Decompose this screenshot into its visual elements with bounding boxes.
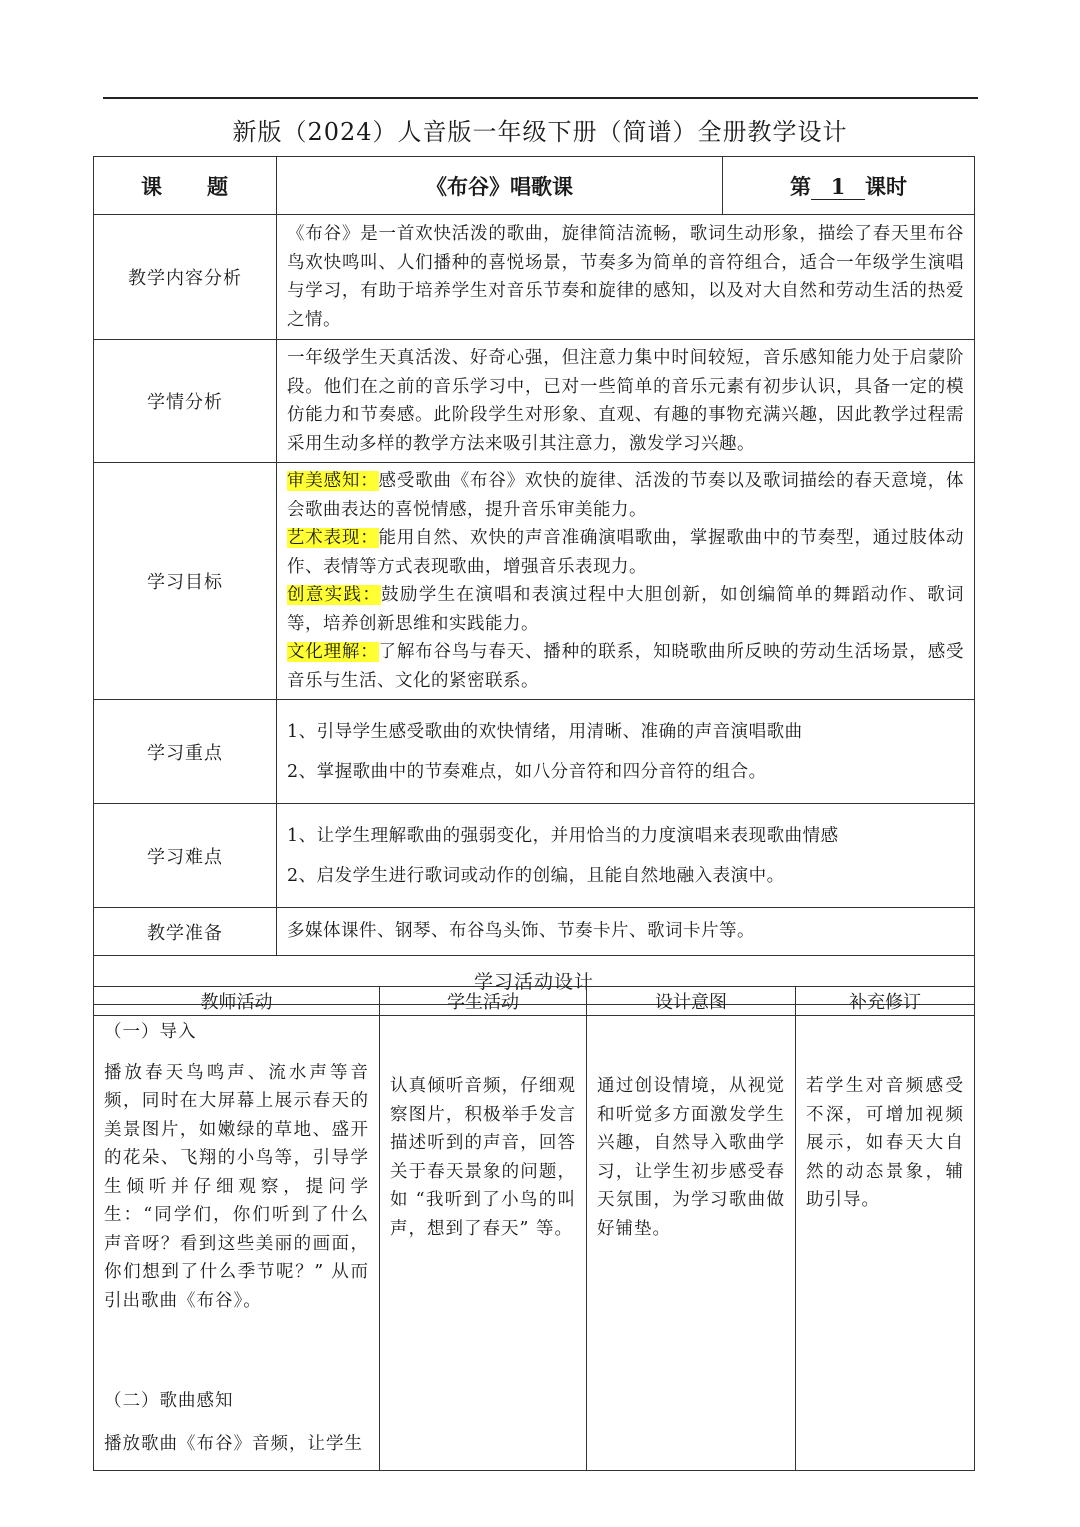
key-points-cell bbox=[277, 700, 975, 804]
lesson-number-cell bbox=[723, 157, 975, 215]
difficulties-label: 学习难点 bbox=[94, 804, 277, 908]
section-perception-text: 播放歌曲《布谷》音频，让学生 bbox=[104, 1433, 363, 1454]
goal-key: 文化理解： bbox=[287, 642, 379, 662]
goal-item bbox=[287, 638, 964, 695]
difficulty-item: 1、让学生理解歌曲的强弱变化，并用恰当的力度演唱来表现歌曲情感 bbox=[287, 825, 839, 846]
learner-analysis-label: 学情分析 bbox=[94, 340, 277, 463]
goal-key: 审美感知： bbox=[287, 471, 379, 491]
content-analysis-label: 教学内容分析 bbox=[94, 215, 277, 340]
header-teacher: 教师活动 bbox=[94, 987, 380, 1016]
learner-analysis-row bbox=[94, 340, 975, 463]
goals-label: 学习目标 bbox=[94, 463, 277, 700]
goal-item bbox=[287, 581, 964, 638]
difficulties-row bbox=[94, 804, 975, 908]
activity-title: 学习活动设计 bbox=[94, 956, 975, 1005]
header-rule bbox=[103, 97, 978, 99]
key-point-item: 2、掌握歌曲中的节奏难点，如八分音符和四分音符的组合。 bbox=[287, 761, 767, 782]
learner-analysis-text: 一年级学生天真活泼、好奇心强，但注意力集中时间较短，音乐感知能力处于启蒙阶段。他们在之前的音乐学习中，已对一些简单的音乐元素有初步认识，具备一定的模仿能力和节奏感。此阶段学生对形象、直观、有趣的事物充满兴趣，因此教学过程需采用生动多样的教学方法来吸引其注意力，激发学习兴趣。 bbox=[277, 340, 975, 463]
activity-content-row bbox=[94, 1016, 975, 1471]
goal-text: 能用自然、欢快的声音准确演唱歌曲，掌握歌曲中的节奏型，通过肢体动作、表情等方式表现歌曲，增强音乐表现力。 bbox=[287, 528, 965, 577]
activity-header-row bbox=[94, 987, 975, 1016]
goal-item bbox=[287, 467, 964, 524]
goal-text: 了解布谷鸟与春天、播种的联系，知晓歌曲所反映的劳动生活场景，感受音乐与生活、文化的紧密联系。 bbox=[287, 642, 965, 691]
header-student: 学生活动 bbox=[380, 987, 587, 1016]
header-intent: 设计意图 bbox=[587, 987, 796, 1016]
goal-key: 艺术表现： bbox=[287, 528, 379, 548]
key-points-label: 学习重点 bbox=[94, 700, 277, 804]
goals-row bbox=[94, 463, 975, 700]
topic-value: 《布谷》唱歌课 bbox=[277, 157, 723, 215]
lesson-suffix: 课时 bbox=[865, 173, 907, 199]
prep-text: 多媒体课件、钢琴、布谷鸟头饰、节奏卡片、歌词卡片等。 bbox=[277, 908, 975, 956]
lesson-plan-table bbox=[93, 156, 975, 1005]
goals-cell bbox=[277, 463, 975, 700]
student-activity-cell: 认真倾听音频，仔细观察图片，积极举手发言描述听到的声音，回答关于春天景象的问题，如 “我听到了小鸟的叫声，想到了春天” 等。 bbox=[380, 1016, 587, 1471]
key-point-item: 1、引导学生感受歌曲的欢快情绪，用清晰、准确的声音演唱歌曲 bbox=[287, 721, 803, 742]
content-analysis-text: 《布谷》是一首欢快活泼的歌曲，旋律简洁流畅，歌词生动形象，描绘了春天里布谷鸟欢快鸣叫、人们播种的喜悦场景，节奏多为简单的音符组合，适合一年级学生演唱与学习，有助于培养学生对音乐节奏和旋律的感知，以及对大自然和劳动生活的热爱之情。 bbox=[277, 215, 975, 340]
teacher-activity-cell bbox=[94, 1016, 380, 1471]
prep-row bbox=[94, 908, 975, 956]
document-title: 新版（2024）人音版一年级下册（简谱）全册教学设计 bbox=[232, 118, 848, 146]
goal-item bbox=[287, 524, 964, 581]
difficulties-cell bbox=[277, 804, 975, 908]
goal-key: 创意实践： bbox=[287, 585, 382, 605]
activity-table bbox=[93, 986, 975, 1471]
prep-label: 教学准备 bbox=[94, 908, 277, 956]
section-perception-title: （二）歌曲感知 bbox=[104, 1391, 234, 1411]
topic-label: 课 题 bbox=[94, 157, 277, 215]
goal-text: 感受歌曲《布谷》欢快的旋律、活泼的节奏以及歌词描绘的春天意境，体会歌曲表达的喜悦情感，提升音乐审美能力。 bbox=[287, 471, 965, 520]
lesson-number: 1 bbox=[811, 174, 865, 200]
difficulty-item: 2、启发学生进行歌词或动作的创编，且能自然地融入表演中。 bbox=[287, 865, 785, 886]
header-revision: 补充修订 bbox=[796, 987, 975, 1016]
key-points-row bbox=[94, 700, 975, 804]
section-intro-text: 播放春天鸟鸣声、流水声等音频，同时在大屏幕上展示春天的美景图片，如嫩绿的草地、盛开的花朵、飞翔的小鸟等，引导学生倾听并仔细观察，提问学生：“同学们，你们听到了什么声音呀？看到这些美丽的画面，你们想到了什么季节呢？” 从而引出歌曲《布谷》。 bbox=[104, 1062, 369, 1311]
design-intent-cell: 通过创设情境，从视觉和听觉多方面激发学生兴趣，自然导入歌曲学习，让学生初步感受春天氛围，为学习歌曲做好铺垫。 bbox=[587, 1016, 796, 1471]
topic-row bbox=[94, 157, 975, 215]
lesson-prefix: 第 bbox=[790, 173, 811, 199]
goal-text: 鼓励学生在演唱和表演过程中大胆创新，如创编简单的舞蹈动作、歌词等，培养创新思维和实践能力。 bbox=[287, 585, 965, 634]
revision-cell: 若学生对音频感受不深，可增加视频展示，如春天大自然的动态景象，辅助引导。 bbox=[796, 1016, 975, 1471]
section-intro-title: （一）导入 bbox=[104, 1022, 197, 1042]
content-analysis-row bbox=[94, 215, 975, 340]
